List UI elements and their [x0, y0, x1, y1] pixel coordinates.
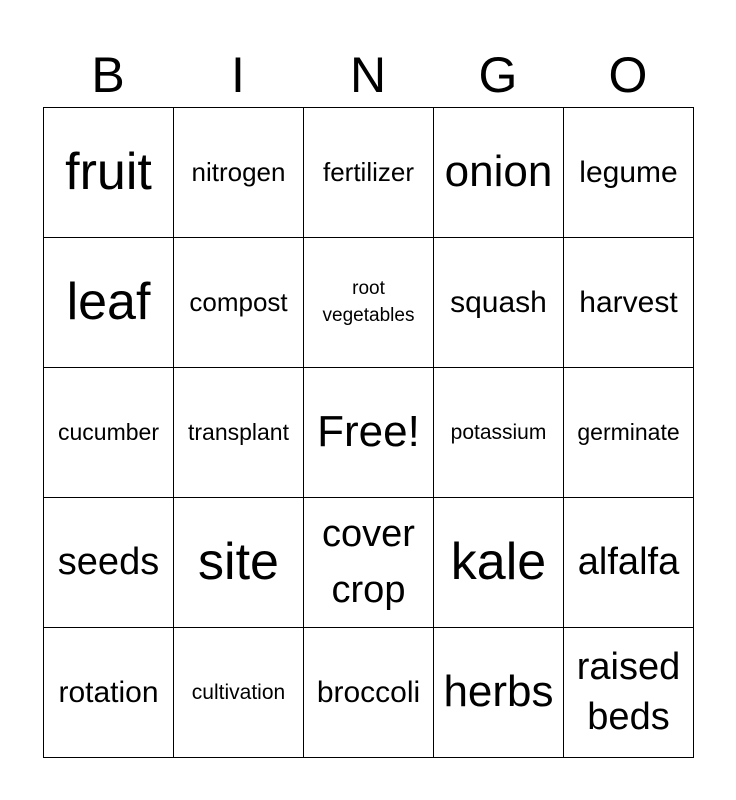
header-letter-b: B	[91, 47, 125, 103]
header-letter-i: I	[231, 47, 245, 103]
cell-label: site	[198, 532, 279, 591]
cell-label: squash	[450, 286, 547, 319]
cell-label: fertilizer	[322, 157, 414, 188]
bingo-cell[interactable]	[434, 628, 564, 758]
cell-label: herbs	[443, 667, 554, 717]
cell-label: germinate	[577, 418, 680, 445]
bingo-cell[interactable]	[564, 498, 694, 628]
bingo-cell[interactable]	[44, 368, 174, 498]
bingo-cell[interactable]	[174, 368, 304, 498]
cell-label: rotation	[58, 676, 159, 709]
header-letter-o: O	[608, 47, 648, 103]
bingo-cell[interactable]	[44, 238, 174, 368]
cell-label: kale	[450, 532, 547, 591]
cell-label: harvest	[579, 286, 678, 319]
cell-label: root vegetables	[322, 277, 415, 326]
cell-label: leaf	[66, 272, 151, 331]
cell-label: cultivation	[191, 680, 286, 704]
cell-label: nitrogen	[191, 157, 286, 188]
cell-label: potassium	[450, 420, 547, 444]
bingo-cell[interactable]	[174, 108, 304, 238]
bingo-cell[interactable]	[174, 628, 304, 758]
bingo-cell[interactable]	[304, 108, 434, 238]
cell-label: Free!	[317, 407, 420, 457]
bingo-cell[interactable]	[434, 498, 564, 628]
cell-label: fruit	[65, 142, 152, 201]
bingo-cell[interactable]	[304, 238, 434, 368]
bingo-cell[interactable]	[564, 628, 694, 758]
bingo-board	[43, 107, 694, 758]
cell-label: cover crop	[322, 513, 415, 611]
cell-label: alfalfa	[577, 540, 680, 583]
bingo-cell[interactable]	[44, 628, 174, 758]
bingo-cell[interactable]	[564, 108, 694, 238]
header-letter-g: G	[478, 47, 518, 103]
bingo-cell free-space[interactable]	[304, 368, 434, 498]
cell-label: broccoli	[316, 676, 421, 709]
cell-label: legume	[579, 156, 678, 189]
cell-label: cucumber	[58, 418, 159, 445]
cell-label: raised beds	[576, 646, 681, 738]
bingo-cell[interactable]	[434, 238, 564, 368]
bingo-cell[interactable]	[564, 368, 694, 498]
bingo-header	[43, 42, 693, 108]
cell-label: transplant	[187, 418, 289, 445]
cell-label: onion	[444, 147, 553, 197]
bingo-cell[interactable]	[44, 498, 174, 628]
bingo-cell[interactable]	[304, 628, 434, 758]
bingo-cell[interactable]	[434, 108, 564, 238]
bingo-cell[interactable]	[174, 238, 304, 368]
cell-label: seeds	[57, 540, 160, 583]
bingo-cell[interactable]	[44, 108, 174, 238]
bingo-cell[interactable]	[174, 498, 304, 628]
bingo-cell[interactable]	[564, 238, 694, 368]
bingo-cell[interactable]	[304, 498, 434, 628]
cell-label: compost	[189, 287, 288, 318]
bingo-cell[interactable]	[434, 368, 564, 498]
header-letter-n: N	[349, 47, 387, 103]
